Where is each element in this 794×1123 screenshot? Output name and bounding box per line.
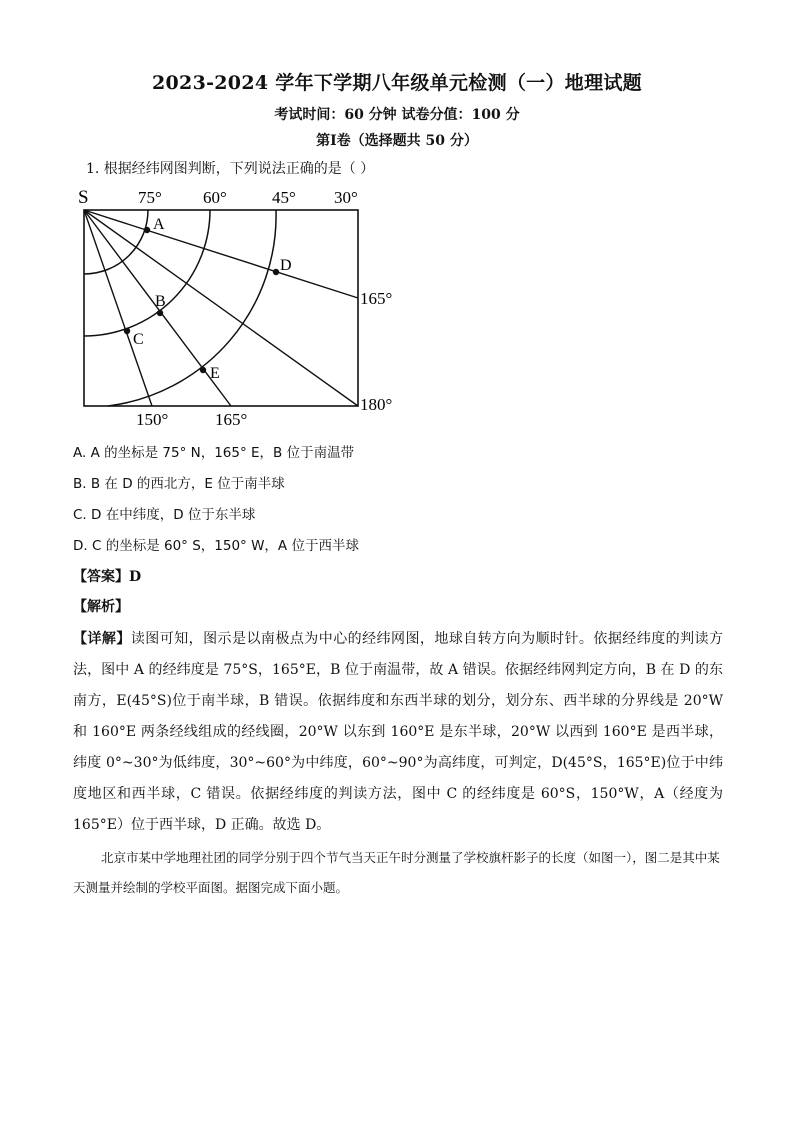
page-title: 2023-2024 学年下学期八年级单元检测（一）地理试题 — [152, 72, 642, 94]
pole-label: S — [78, 187, 89, 208]
point-c — [124, 328, 130, 334]
point-label-e: E — [210, 365, 220, 382]
option-b: B. B 在 D 的西北方，E 位于南半球 — [73, 476, 285, 492]
meridian-180 — [84, 210, 358, 406]
top-label-30: 30° — [334, 188, 358, 207]
option-a: A. A 的坐标是 75° N，165° E，B 位于南温带 — [73, 445, 355, 461]
answer-label: 【答案】D — [73, 569, 142, 585]
option-c: C. D 在中纬度，D 位于东半球 — [73, 507, 256, 523]
point-e — [200, 367, 206, 373]
meridian-165-right — [84, 210, 358, 298]
point-label-d: D — [280, 257, 292, 274]
detail-label: 【详解】 — [73, 631, 131, 647]
top-label-45: 45° — [272, 188, 296, 207]
latitude-arc-45 — [108, 210, 276, 406]
question-stem: 1. 根据经纬网图判断，下列说法正确的是（ ） — [86, 161, 375, 177]
point-label-a: A — [153, 216, 165, 233]
top-label-60: 60° — [203, 188, 227, 207]
right-label-165: 165° — [360, 289, 393, 308]
point-label-b: B — [155, 293, 166, 310]
exam-info: 考试时间：60 分钟 试卷分值：100 分 — [274, 107, 520, 123]
point-b — [157, 310, 163, 316]
detail-paragraph — [73, 624, 723, 841]
option-d: D. C 的坐标是 60° S，150° W，A 位于西半球 — [73, 538, 359, 554]
section-heading: 第Ⅰ卷（选择题共 50 分） — [316, 133, 478, 149]
point-a — [144, 227, 150, 233]
point-d — [273, 269, 279, 275]
analysis-label: 【解析】 — [73, 599, 129, 615]
right-label-180: 180° — [360, 395, 393, 414]
graticule-figure — [70, 180, 410, 430]
point-label-c: C — [133, 331, 144, 348]
detail-text: 读图可知，图示是以南极点为中心的经纬网图，地球自转方向为顺时针。依据经纬度的判读方法，图中 A 的经纬度是 75°S，165°E，B 位于南温带，故 A 错误。依据经纬网判定方向，B 在 D 的东南方，E(45°S)位于南半球，B 错误。依据纬度和东西半球的划分，划分东、西半球的分界线是 20°W 和 160°E 两条经线组成的经线圈，20°W 以东到 160°E 是东半球，20°W 以西到 160°E 是西半球，纬度 0°~30°为低纬度，30°~60°为中纬度，60°~90°为高纬度，可判定，D(45°S，165°E)位于中纬度地区和西半球，C 错误。依据经纬度的判读方法，图中 C 的经纬度是 60°S，150°W，A（经度为 165°E）位于西半球，D 正确。故选 D。 — [73, 631, 724, 833]
bottom-label-150: 150° — [136, 410, 169, 429]
bottom-label-165: 165° — [215, 410, 248, 429]
top-label-75: 75° — [138, 188, 162, 207]
next-question-intro: 北京市某中学地理社团的同学分别于四个节气当天正午时分测量了学校旗杆影子的长度（如图一），图二是其中某天测量并绘制的学校平面图。据图完成下面小题。 — [73, 850, 720, 895]
